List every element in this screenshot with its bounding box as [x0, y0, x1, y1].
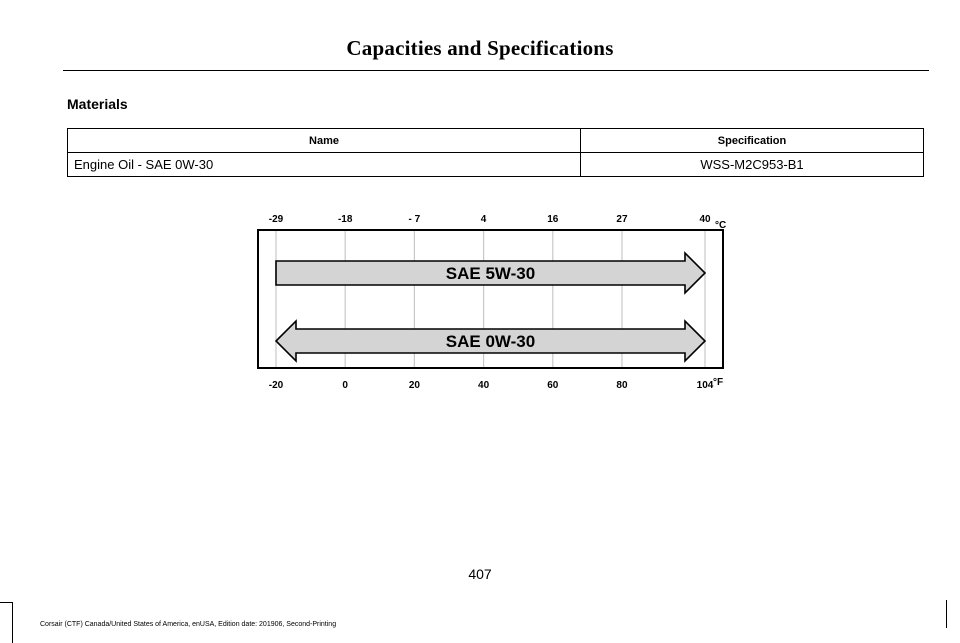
celsius-tick-label: 16	[547, 214, 559, 225]
materials-table	[67, 128, 924, 177]
cell-specification: WSS-M2C953-B1	[581, 153, 924, 177]
footer-text: Corsair (CTF) Canada/United States of America, enUSA, Edition date: 201906, Second-Printing	[40, 621, 337, 628]
cell-name: Engine Oil - SAE 0W-30	[68, 153, 581, 177]
column-header-name: Name	[68, 129, 581, 153]
fahrenheit-tick-label: -20	[268, 380, 284, 391]
celsius-tick-label: -29	[268, 214, 284, 225]
header-rule	[63, 70, 929, 71]
table-header-row	[68, 129, 924, 153]
fahrenheit-tick-label: 40	[478, 380, 490, 391]
fahrenheit-tick-label: 80	[616, 380, 628, 391]
page-number: 407	[468, 566, 492, 582]
fahrenheit-tick-label: 20	[408, 380, 420, 391]
crop-mark-left	[12, 602, 13, 643]
page-title: Capacities and Specifications	[346, 36, 614, 60]
section-heading: Materials	[67, 96, 128, 112]
fahrenheit-unit-label: °F	[713, 377, 724, 388]
oil-viscosity-chart	[250, 205, 740, 400]
fahrenheit-tick-label: 0	[342, 380, 348, 391]
crop-mark-right	[946, 600, 947, 628]
celsius-tick-label: -18	[337, 214, 353, 225]
viscosity-grade-label: SAE 5W-30	[445, 264, 536, 283]
crop-mark-left-foot	[0, 602, 12, 603]
celsius-tick-label: 4	[480, 214, 487, 225]
column-header-specification: Specification	[581, 129, 924, 153]
fahrenheit-tick-label: 60	[547, 380, 559, 391]
fahrenheit-tick-label: 104	[696, 380, 714, 391]
celsius-tick-label: 40	[699, 214, 711, 225]
celsius-tick-label: - 7	[408, 214, 421, 225]
table-row	[68, 153, 924, 177]
celsius-tick-label: 27	[616, 214, 628, 225]
celsius-unit-label: °C	[715, 220, 727, 231]
viscosity-grade-label: SAE 0W-30	[445, 332, 536, 351]
